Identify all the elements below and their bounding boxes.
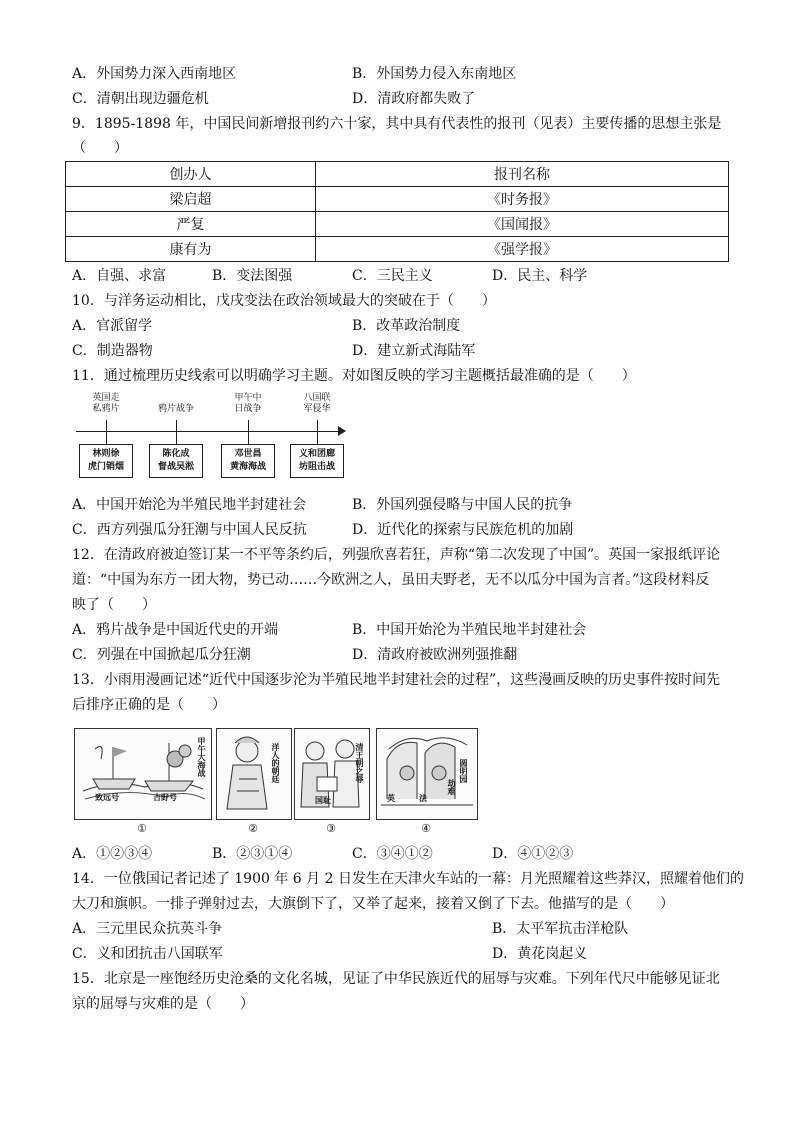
table-row: [66, 187, 729, 212]
q13-cartoon-strip: [72, 728, 482, 838]
q13-option-a: A．①②③④: [72, 846, 153, 862]
timeline-box: [79, 444, 133, 478]
table-header-cell: 报刊名称: [316, 162, 729, 187]
cartoon-panel: [294, 728, 370, 820]
table-cell: 《强学报》: [316, 237, 729, 262]
q12-stem-line3: 映了（ ）: [72, 597, 156, 613]
timeline-event-text: 八国联 军侵华: [303, 393, 331, 414]
panel-number: ④: [421, 822, 431, 835]
q13-option-d: D．④①②③: [492, 846, 574, 862]
cartoon-panel: [376, 728, 478, 820]
panel-label: 致远号: [95, 792, 119, 802]
table-cell: 康有为: [66, 237, 316, 262]
panel-label: 洋人的朝廷: [271, 743, 281, 783]
panel-label: 圆明园: [459, 759, 469, 783]
timeline-box-text: 陈化成 督战吴淞: [157, 449, 194, 472]
q10-option-c: C．制造器物: [72, 343, 153, 359]
q12-stem-line2: 道：“中国为东方一团大物，势已动……今欧洲之人，虽田夫野老，无不以瓜分中国为言者。”这段材料反: [72, 572, 710, 588]
panel-label: 劫难: [447, 779, 457, 795]
q14-stem-line2: 大刀和旗帜。一排子弹射过去，大旗倒下了，又举了起来，接着又倒了下去。他描写的是（ ）: [72, 896, 674, 912]
q9-option-b: B．变法图强: [212, 268, 293, 284]
q11-option-a: A．中国开始沦为半殖民地半封建社会: [72, 497, 307, 513]
q10-option-d: D．建立新式海陆军: [352, 343, 476, 359]
q12-option-a: A．鸦片战争是中国近代史的开端: [72, 622, 279, 638]
q15-stem-line1: 15．北京是一座饱经历史沧桑的文化名城，见证了中华民族近代的屈辱与灾难。下列年代尺中能够见证北: [72, 971, 720, 987]
timeline-stem: [176, 420, 177, 444]
timeline-stem: [248, 420, 249, 444]
q8-option-d: D．清政府都失败了: [352, 91, 476, 107]
q10-option-b: B．改革政治制度: [352, 318, 461, 334]
panel-label: 国耻: [315, 795, 331, 805]
q13-stem-line1: 13．小雨用漫画记述“近代中国逐步沦为半殖民地半封建社会的过程”，这些漫画反映的历史事件按时间先: [72, 672, 721, 688]
timeline-box-text: 林则徐 虎门销烟: [87, 449, 124, 472]
q8-option-c: C．清朝出现边疆危机: [72, 91, 209, 107]
q14-option-d: D．黄花岗起义: [492, 946, 588, 962]
q9-stem-paren: （ ）: [72, 140, 128, 156]
panel-label: 甲午大海战: [197, 737, 207, 777]
timeline-stem: [106, 420, 107, 444]
q8-option-a: A．外国势力深入西南地区: [72, 66, 237, 82]
timeline-event-text: 英国走 私鸦片: [92, 393, 120, 414]
timeline-arrow-icon: [338, 426, 346, 436]
q12-stem-line1: 12．在清政府被迫签订某一不平等条约后，列强欣喜若狂，声称“第二次发现了中国”。英国一家报纸评论: [72, 547, 721, 563]
timeline-event-text: 鸦片战争: [157, 404, 194, 414]
timeline-box: [290, 444, 344, 478]
panel-number: ①: [137, 822, 147, 835]
cartoon-panel: [216, 728, 292, 820]
q14-option-b: B．太平军抗击洋枪队: [492, 921, 629, 937]
q11-option-c: C．西方列强瓜分狂潮与中国人民反抗: [72, 522, 307, 538]
timeline-box-text: 义和团廊 坊阻击战: [298, 449, 335, 472]
panel-number: ②: [248, 822, 258, 835]
q14-option-a: A．三元里民众抗英斗争: [72, 921, 223, 937]
q13-option-c: C．③④①②: [352, 846, 433, 862]
q12-option-c: C．列强在中国掀起瓜分狂潮: [72, 647, 251, 663]
q9-table: [65, 161, 729, 262]
q10-stem: 10．与洋务运动相比，戊戌变法在政治领域最大的突破在于（ ）: [72, 293, 496, 309]
table-cell: 《时务报》: [316, 187, 729, 212]
panel-label: 英: [387, 793, 395, 803]
q11-option-d: D．近代化的探索与民族危机的加剧: [352, 522, 574, 538]
table-row: [66, 212, 729, 237]
q11-stem: 11．通过梳理历史线索可以明确学习主题。对如图反映的学习主题概括最准确的是（ ）: [72, 368, 636, 384]
table-header-row: [66, 162, 729, 187]
q9-option-d: D．民主、科学: [492, 268, 588, 284]
q14-option-c: C．义和团抗击八国联军: [72, 946, 223, 962]
timeline-axis: [76, 431, 342, 432]
q12-option-d: D．清政府被欧洲列强推翻: [352, 647, 518, 663]
table-cell: 严复: [66, 212, 316, 237]
q15-stem-line2: 京的屈辱与灾难的是（ ）: [72, 996, 254, 1012]
timeline-box: [221, 444, 275, 478]
q14-stem-line1: 14．一位俄国记者记述了 1900 年 6 月 2 日发生在天津火车站的一幕：月光照耀着这些莽汉，照耀着他们的: [72, 871, 744, 887]
cartoon-panel: [74, 728, 212, 820]
table-cell: 梁启超: [66, 187, 316, 212]
timeline-event-label: [86, 393, 126, 415]
q9-stem: 9．1895-1898 年，中国民间新增报刊约六十家，其中具有代表性的报刊（见表）主要传播的思想主张是: [72, 116, 722, 132]
timeline-event-label: [228, 393, 268, 415]
timeline-event-text: 甲午中 日战争: [234, 393, 262, 414]
timeline-stem: [317, 420, 318, 444]
q12-option-b: B．中国开始沦为半殖民地半封建社会: [352, 622, 587, 638]
q9-option-a: A．自强、求富: [72, 268, 167, 284]
panel-label: 清王朝之辱: [355, 743, 365, 783]
q11-timeline-figure: [72, 388, 352, 492]
q13-option-b: B．②③①④: [212, 846, 293, 862]
timeline-box-text: 邓世昌 黄海海战: [229, 449, 266, 472]
table-row: [66, 237, 729, 262]
panel-number: ③: [326, 822, 336, 835]
q8-option-b: B．外国势力侵入东南地区: [352, 66, 517, 82]
panel-label: 吉野号: [153, 792, 177, 802]
table-header-cell: 创办人: [66, 162, 316, 187]
timeline-event-label: [156, 404, 196, 415]
q9-option-c: C．三民主义: [352, 268, 433, 284]
naval-battle-illustration: [75, 729, 211, 819]
q10-option-a: A．官派留学: [72, 318, 153, 334]
timeline-box: [149, 444, 203, 478]
timeline-event-label: [297, 393, 337, 415]
panel-label: 法: [419, 793, 427, 803]
table-cell: 《国闻报》: [316, 212, 729, 237]
q13-stem-line2: 后排序正确的是（ ）: [72, 697, 226, 713]
q11-option-b: B．外国列强侵略与中国人民的抗争: [352, 497, 573, 513]
